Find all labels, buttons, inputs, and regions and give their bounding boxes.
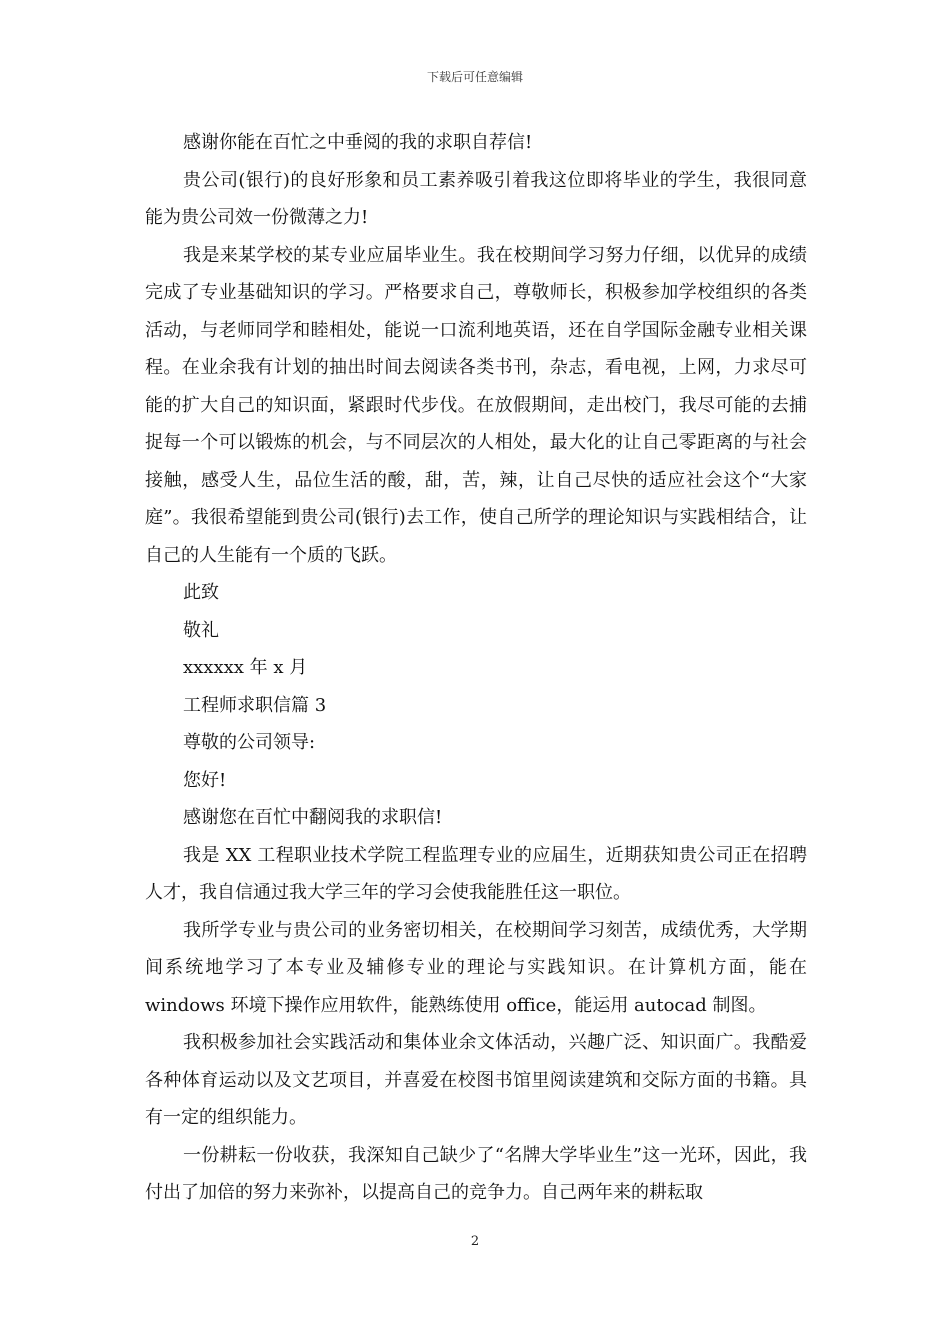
paragraph-thanks: 感谢你能在百忙之中垂阅的我的求职自荐信! bbox=[183, 132, 533, 153]
paragraph-activities: 我积极参加社会实践活动和集体业余文体活动，兴趣广泛、知识面广。我酷爱各种体育运动以及文艺项目，并喜爱在校图书馆里阅读建筑和交际方面的书籍。具有一定的组织能力。 bbox=[145, 1032, 807, 1128]
paragraph-graduate-intro: 我是 XX 工程职业技术学院工程监理专业的应届生，近期获知贵公司正在招聘人才，我自信通过我大学三年的学习会使我能胜任这一职位。 bbox=[145, 844, 807, 903]
paragraph-studies: 我所学专业与贵公司的业务密切相关，在校期间学习刻苦，成绩优秀，大学期间系统地学习了本专业及辅修专业的理论与实践知识。在计算机方面，能在 windows 环境下操作应用软件，能熟练使用 office，能运用 autocad 制图。 bbox=[145, 919, 807, 1016]
paragraph-self-introduction: 我是来某学校的某专业应届毕业生。我在校期间学习努力仔细，以优异的成绩完成了专业基础知识的学习。严格要求自己，尊敬师长，积极参加学校组织的各类活动，与老师同学和睦相处，能说一口流利地英语，还在自学国际金融专业相关课程。在业余我有计划的抽出时间去阅读各类书刊，杂志，看电视，上网，力求尽可能的扩大自己的知识面，紧跟时代步伐。在放假期间，走出校门，我尽可能的去捕捉每一个可以锻炼的机会，与不同层次的人相处，最大化的让自己零距离的与社会接触，感受人生，品位生活的酸，甜，苦，辣，让自己尽快的适应社会这个“大家庭”。我很希望能到贵公司(银行)去工作，使自己所学的理论知识与实践相结合，让自己的人生能有一个质的飞跃。 bbox=[145, 244, 807, 566]
letter-date: xxxxxx 年 x 月 bbox=[183, 657, 308, 678]
paragraph-company-image: 贵公司(银行)的良好形象和员工素养吸引着我这位即将毕业的学生，我很同意能为贵公司效一份微薄之力! bbox=[145, 169, 807, 228]
section-title: 工程师求职信篇 3 bbox=[183, 694, 327, 716]
greeting-recipient: 尊敬的公司领导: bbox=[183, 732, 316, 753]
greeting-hello: 您好! bbox=[183, 769, 227, 791]
page-number: 2 bbox=[470, 1234, 480, 1249]
closing-regards: 敬礼 bbox=[183, 619, 219, 641]
document-body bbox=[145, 124, 807, 1212]
closing-salutation: 此致 bbox=[183, 582, 219, 603]
paragraph-effort: 一份耕耘一份收获，我深知自己缺少了“名牌大学毕业生”这一光环，因此，我付出了加倍的努力来弥补，以提高自己的竞争力。自己两年来的耕耘取 bbox=[145, 1144, 807, 1203]
page-header: 下载后可任意编辑 bbox=[426, 70, 523, 84]
paragraph-thanks-reading: 感谢您在百忙中翻阅我的求职信! bbox=[183, 807, 443, 828]
